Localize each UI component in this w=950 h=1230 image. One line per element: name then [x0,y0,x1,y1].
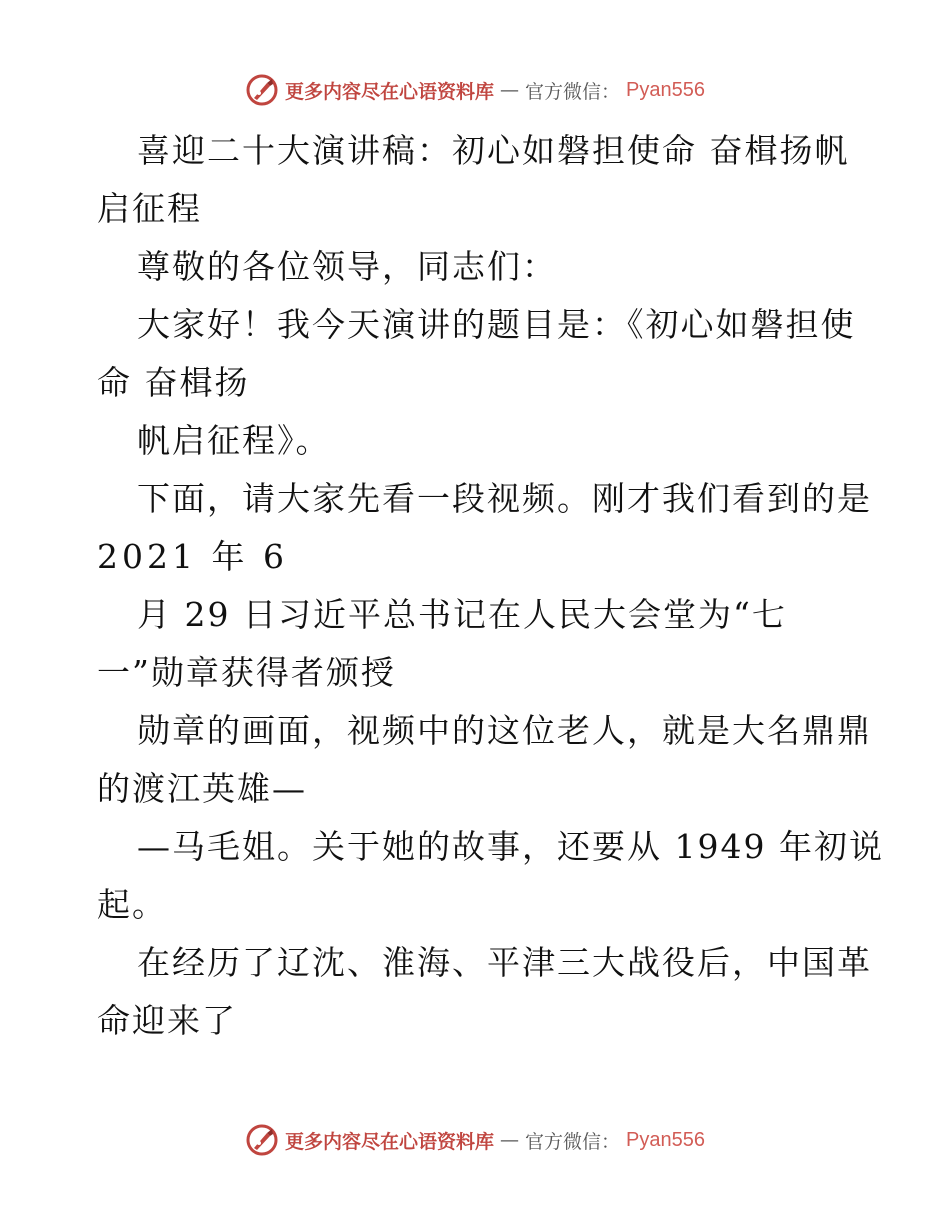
text-line: 2021 年 6 [97,537,288,576]
watermark-wechat-id: Pyan556 [626,78,705,101]
text-line: 尊敬的各位领导，同志们： [137,247,557,286]
footer-watermark [0,1120,950,1160]
text-line: 大家好！我今天演讲的题目是：《初心如磐担使 [137,305,856,344]
text-line: 命迎来了 [97,1001,237,1040]
text-line: 勋章的画面，视频中的这位老人，就是大名鼎鼎 [137,711,872,750]
watermark-wechat-id: Pyan556 [626,1128,705,1151]
text-line: —马毛姐。关于她的故事，还要从 1949 年初说 [137,827,884,866]
text-line: 在经历了辽沈、淮海、平津三大战役后，中国革 [137,943,872,982]
header-watermark [0,70,950,110]
text-line: 一”勋章获得者颁授 [97,653,396,692]
watermark-site-text: 更多内容尽在心语资料库 [285,1130,495,1153]
pen-nib-circle-icon [245,73,279,107]
pen-nib-circle-icon [245,1123,279,1157]
document-body [97,122,884,1050]
text-line: 月 29 日习近平总书记在人民大会堂为“七 [137,595,787,634]
text-line: 下面，请大家先看一段视频。刚才我们看到的是 [137,479,872,518]
text-line: 帆启征程》。 [137,421,331,460]
text-line: 的渡江英雄— [97,769,307,808]
watermark-wechat-label: 官方微信： [525,1130,621,1153]
text-line: 起。 [97,885,167,924]
text-line: 命 奋楫扬 [97,363,250,402]
text-line: 喜迎二十大演讲稿：初心如磐担使命 奋楫扬帆 [137,131,850,170]
watermark-dash: — [500,1129,520,1151]
watermark-dash: — [500,79,520,101]
watermark-site-text: 更多内容尽在心语资料库 [285,80,495,103]
watermark-wechat-label: 官方微信： [525,80,621,103]
text-line: 启征程 [97,189,202,228]
